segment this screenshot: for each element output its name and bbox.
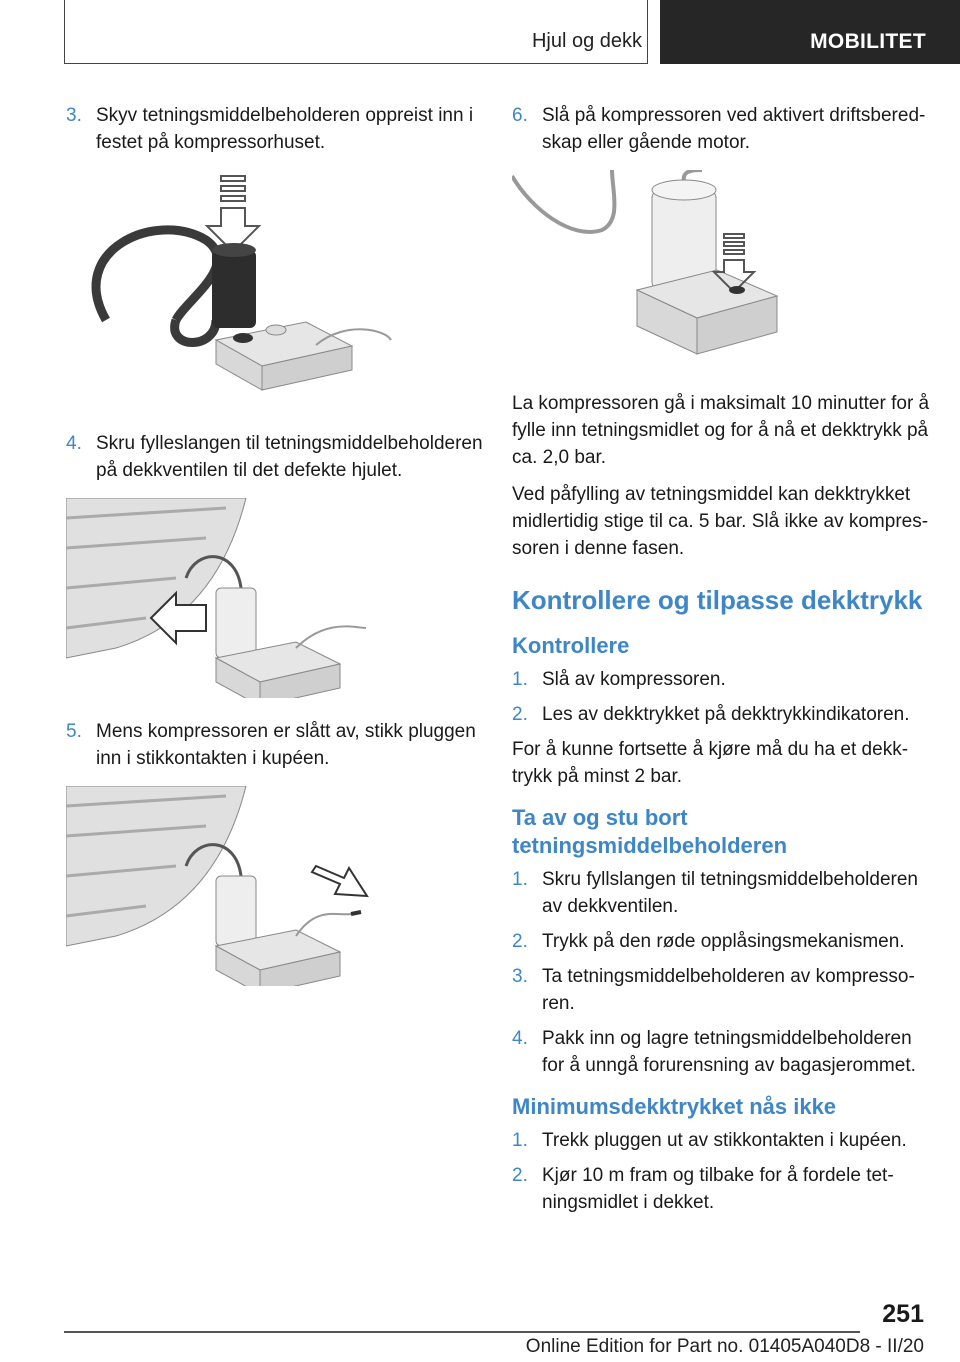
step-number: 5. bbox=[66, 721, 82, 742]
paragraph-run-time: La kompressoren gå i maksimalt 10 minutter for å fylle inn tetningsmidlet og for å nå et dekktrykk på ca. 2,0 bar. bbox=[512, 393, 930, 468]
step-5 bbox=[66, 718, 486, 772]
step-text: Skru fyllslangen til tetningsmiddelbeholderen av dekkventilen. bbox=[542, 869, 919, 917]
figure-connect-hose-to-valve bbox=[66, 498, 466, 698]
right-column bbox=[512, 102, 932, 1224]
min-step-1 bbox=[512, 1127, 932, 1154]
remove-step-1 bbox=[512, 866, 932, 920]
step-text: Mens kompressoren er slått av, stikk pluggen inn i stikkontakten i kupéen. bbox=[96, 721, 476, 769]
paragraph-pressure-note: Ved påfylling av tetningsmiddel kan dekktrykket midlertidig stige til ca. 5 bar. Slå ikke av kompressoren i denne fasen. bbox=[512, 484, 929, 559]
step-text: Ta tetningsmiddelbeholderen av kompressoren. bbox=[542, 966, 915, 1014]
heading-min-pressure-not-reached: Minimumsdekktrykket nås ikke bbox=[512, 1094, 837, 1119]
step-number: 3. bbox=[512, 966, 528, 987]
step-text: Les av dekktrykket på dekktrykkindikatoren. bbox=[542, 704, 910, 725]
left-column bbox=[66, 102, 486, 1006]
figure-insert-container bbox=[66, 170, 466, 410]
header-section-title: Hjul og dekk bbox=[531, 30, 642, 52]
step-text: Skyv tetningsmiddelbeholderen oppreist inn i festet på kompressorhuset. bbox=[96, 105, 474, 153]
step-text: Kjør 10 m fram og tilbake for å fordele tetningsmidlet i dekket. bbox=[542, 1165, 894, 1213]
step-number: 2. bbox=[512, 1165, 528, 1186]
step-4 bbox=[66, 430, 486, 484]
step-text: Slå på kompressoren ved aktivert driftsberedskap eller gående motor. bbox=[542, 105, 926, 153]
step-text: Pakk inn og lagre tetningsmiddelbeholderen for å unngå forurensning av bagasjerommet. bbox=[542, 1028, 916, 1076]
heading-check-pressure: Kontrollere og tilpasse dekktrykk bbox=[512, 585, 923, 615]
footer-rule bbox=[64, 1331, 860, 1333]
paragraph-min-pressure: For å kunne fortsette å kjøre må du ha et dekktrykk på minst 2 bar. bbox=[512, 739, 909, 787]
check-step-2 bbox=[512, 701, 932, 728]
heading-remove-container: Ta av og stu bort tetningsmiddelbeholderen bbox=[512, 805, 788, 858]
remove-step-2 bbox=[512, 928, 932, 955]
step-number: 3. bbox=[66, 105, 82, 126]
step-number: 4. bbox=[66, 433, 82, 454]
step-number: 4. bbox=[512, 1028, 528, 1049]
check-step-1 bbox=[512, 666, 932, 693]
remove-step-4 bbox=[512, 1025, 932, 1079]
step-number: 1. bbox=[512, 869, 528, 890]
figure-switch-on-compressor bbox=[512, 170, 932, 370]
step-text: Trekk pluggen ut av stikkontakten i kupéen. bbox=[542, 1130, 907, 1151]
chapter-label: MOBILITET bbox=[810, 30, 926, 53]
heading-check: Kontrollere bbox=[512, 633, 630, 658]
step-text: Skru fylleslangen til tetningsmiddelbeholderen på dekkventilen til det defekte hjulet. bbox=[96, 433, 483, 481]
step-number: 2. bbox=[512, 704, 528, 725]
min-step-2 bbox=[512, 1162, 932, 1216]
header-chapter-tab bbox=[660, 0, 960, 64]
step-number: 1. bbox=[512, 669, 528, 690]
step-number: 6. bbox=[512, 105, 528, 126]
step-number: 1. bbox=[512, 1130, 528, 1151]
step-text: Trykk på den røde opplåsingsmekanismen. bbox=[542, 931, 905, 952]
figure-plug-into-socket bbox=[66, 786, 466, 986]
step-text: Slå av kompressoren. bbox=[542, 669, 726, 690]
page-number: 251 bbox=[882, 1300, 924, 1328]
step-6 bbox=[512, 102, 932, 156]
step-3 bbox=[66, 102, 486, 156]
step-number: 2. bbox=[512, 931, 528, 952]
edition-note: Online Edition for Part no. 01405A040D8 - II/20 bbox=[525, 1336, 924, 1357]
remove-step-3 bbox=[512, 963, 932, 1017]
